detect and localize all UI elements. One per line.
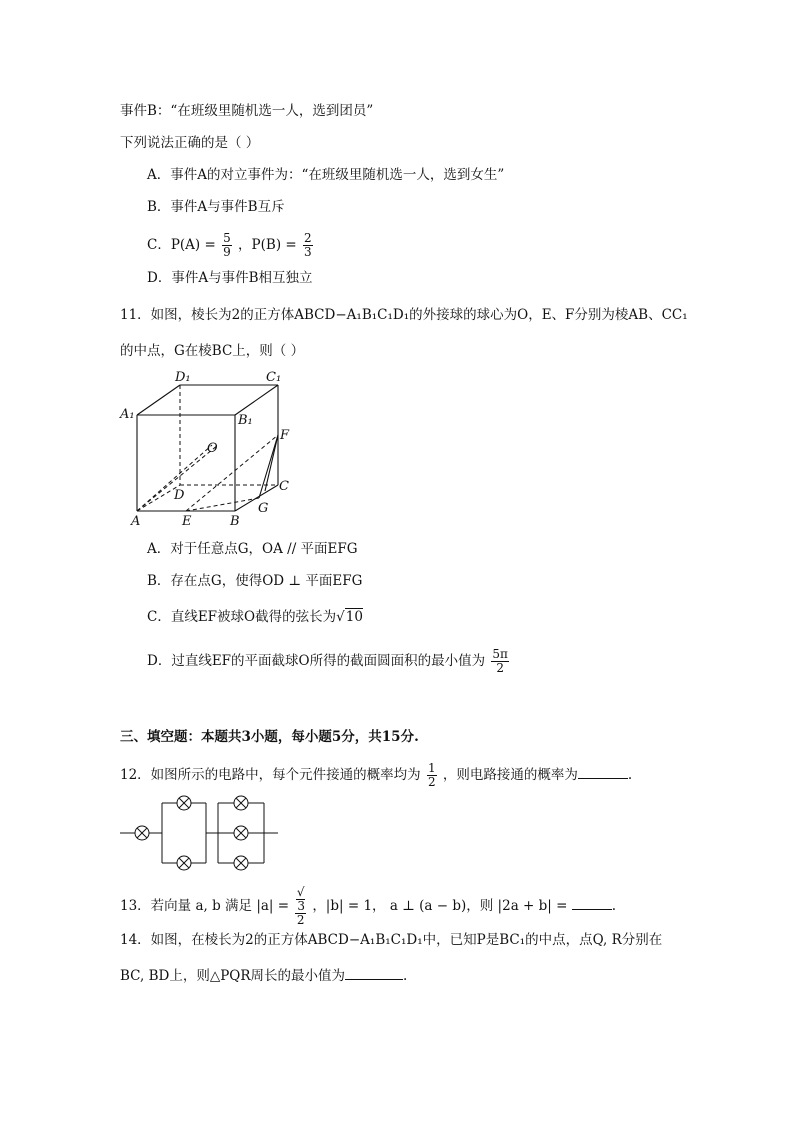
q10-option-b: B．事件A与事件B互斥 — [147, 199, 285, 215]
label-e: E — [182, 514, 192, 528]
label-b1: B₁ — [238, 413, 253, 428]
label-d1: D₁ — [175, 370, 191, 385]
q11-option-c: C．直线EF被球O截得的弦长为√10 — [147, 609, 363, 625]
q12-end: . — [627, 767, 633, 783]
q12-stem — [120, 762, 632, 789]
q13-mid: ，|b| = 1， a ⊥ (a − b)，则 |2a + b| = — [312, 898, 568, 914]
q10-option-c — [147, 232, 315, 259]
label-c1: C₁ — [266, 370, 282, 385]
label-o: O — [207, 441, 218, 456]
q13-end: . — [611, 898, 617, 914]
q12-fraction: $\frac{1}{2}$ — [427, 761, 436, 789]
q14-end: . — [403, 968, 408, 984]
cube-figure — [115, 368, 295, 528]
q12-suffix: ，则电路接通的概率为 — [442, 767, 578, 783]
label-a: A — [131, 514, 141, 528]
q10-option-a: A．事件A的对立事件为：“在班级里随机选一人，选到女生” — [147, 167, 505, 183]
circuit-element-p2-bottom — [234, 856, 248, 870]
circuit-element-main — [135, 826, 149, 840]
q10-option-c-mid: ，P(B) = — [238, 237, 297, 253]
q11-stem-line1: 11．如图，棱长为2的正方体ABCD−A₁B₁C₁D₁的外接球的球心为O，E、F分别为棱AB、CC₁ — [120, 307, 688, 323]
circuit-figure — [120, 795, 285, 873]
q11-option-b: B．存在点G，使得OD ⊥ 平面EFG — [147, 573, 363, 589]
section3-header: 三、填空题：本题共3小题，每小题5分，共15分. — [120, 729, 419, 745]
q11-option-c-sqrt: 10 — [345, 609, 363, 625]
circuit-element-p1-top — [177, 796, 191, 810]
q14-answer-blank — [345, 979, 403, 980]
q13-answer-blank — [572, 909, 612, 910]
q14-stem-line2 — [120, 966, 407, 986]
q11-option-d-prefix: D．过直线EF的平面截球O所得的截面圆面积的最小值为 — [147, 653, 486, 669]
q11-option-c-prefix: C．直线EF被球O截得的弦长为 — [147, 609, 337, 625]
circuit-element-p2-top — [234, 796, 248, 810]
label-c: C — [279, 479, 289, 494]
q11-stem-line2: 的中点，G在棱BC上，则（ ） — [120, 343, 305, 359]
q12-answer-blank — [578, 778, 628, 779]
label-b: B — [230, 514, 240, 528]
q10-option-d: D．事件A与事件B相互独立 — [147, 270, 313, 286]
q10-option-c-prefix: C．P(A) = — [147, 237, 216, 253]
q12-prefix: 12．如图所示的电路中，每个元件接通的概率均为 — [120, 767, 421, 783]
circuit-element-p2-mid — [234, 826, 248, 840]
q13-prefix: 13．若向量 a, b 满足 |a| = — [120, 898, 290, 914]
q10-event-b: 事件B：“在班级里随机选一人，选到团员” — [120, 103, 374, 119]
q14-stem-line1: 14．如图，在棱长为2的正方体ABCD−A₁B₁C₁D₁中，已知P是BC₁的中点，点Q, R分别在 — [120, 932, 663, 948]
q13-stem — [120, 886, 616, 927]
q10-prompt: 下列说法正确的是（ ） — [120, 135, 260, 151]
q11-option-d-fraction: $\frac{5\pi}{2}$ — [492, 647, 508, 675]
q14-line2-text: BC, BD上，则△PQR周长的最小值为 — [120, 968, 346, 984]
circuit-element-p1-bottom — [177, 856, 191, 870]
label-a1: A₁ — [120, 407, 135, 422]
q10-option-c-pa-fraction: $\frac{5}{9}$ — [223, 231, 231, 259]
label-g: G — [258, 501, 269, 516]
label-d: D — [174, 488, 185, 503]
q11-option-d — [147, 648, 511, 675]
q11-option-a: A．对于任意点G，OA // 平面EFG — [147, 541, 358, 557]
label-f: F — [280, 428, 290, 443]
q10-option-c-pb-fraction: $\frac{2}{3}$ — [303, 231, 312, 259]
q13-fraction: √ 3 2 — [296, 885, 306, 927]
